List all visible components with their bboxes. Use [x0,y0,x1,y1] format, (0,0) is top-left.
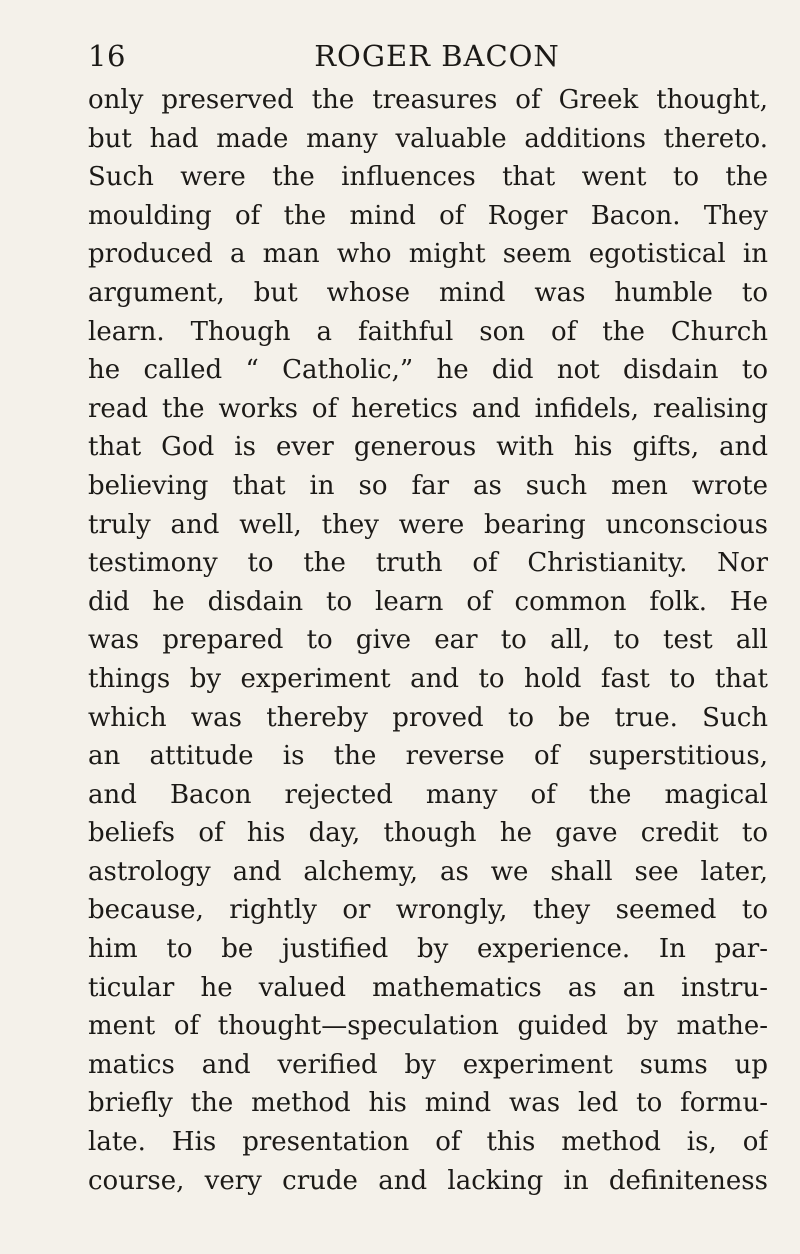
text-line: astrology and alchemy, as we shall see later, [88,856,768,887]
text-line: argument, but whose mind was humble to [88,277,768,308]
text-line: read the works of heretics and infidels, realising [88,393,768,424]
running-title: ROGER BACON [314,39,560,73]
text-line: matics and verified by experiment sums up [88,1049,768,1080]
text-line: was prepared to give ear to all, to test all [88,625,768,656]
text-line: course, very crude and lacking in definiteness [88,1165,768,1196]
text-line: did he disdain to learn of common folk. He [88,586,768,617]
text-line: beliefs of his day, though he gave credit to [88,818,768,849]
body-text [88,81,768,1200]
text-line: learn. Though a faithful son of the Church [88,316,768,347]
text-line: moulding of the mind of Roger Bacon. They [88,200,768,231]
text-line: an attitude is the reverse of superstitious, [88,741,768,772]
page-number: 16 [88,39,126,73]
text-line: only preserved the treasures of Greek thought, [88,85,768,115]
text-line: and Bacon rejected many of the magical [88,779,768,810]
text-line: believing that in so far as such men wrote [88,470,768,501]
running-head [88,36,768,76]
text-line: testimony to the truth of Christianity. Nor [88,548,768,579]
text-line: which was thereby proved to be true. Such [88,702,768,733]
text-line: he called “ Catholic,” he did not disdain to [88,355,768,386]
text-line: because, rightly or wrongly, they seemed to [88,895,768,926]
text-line: briefly the method his mind was led to formu- [88,1088,768,1119]
text-line: produced a man who might seem egotistical in [88,239,768,270]
text-line: him to be justified by experience. In par- [88,934,768,965]
text-line: Such were the influences that went to the [88,162,768,193]
text-line: ment of thought—speculation guided by mathe- [88,1011,768,1042]
text-line: truly and well, they were bearing unconscious [88,509,768,540]
text-line: late. His presentation of this method is, of [88,1127,768,1158]
text-line: ticular he valued mathematics as an instru- [88,972,768,1003]
text-line: but had made many valuable additions thereto. [88,123,768,154]
text-line: that God is ever generous with his gifts, and [88,432,768,463]
text-line: things by experiment and to hold fast to that [88,663,768,694]
